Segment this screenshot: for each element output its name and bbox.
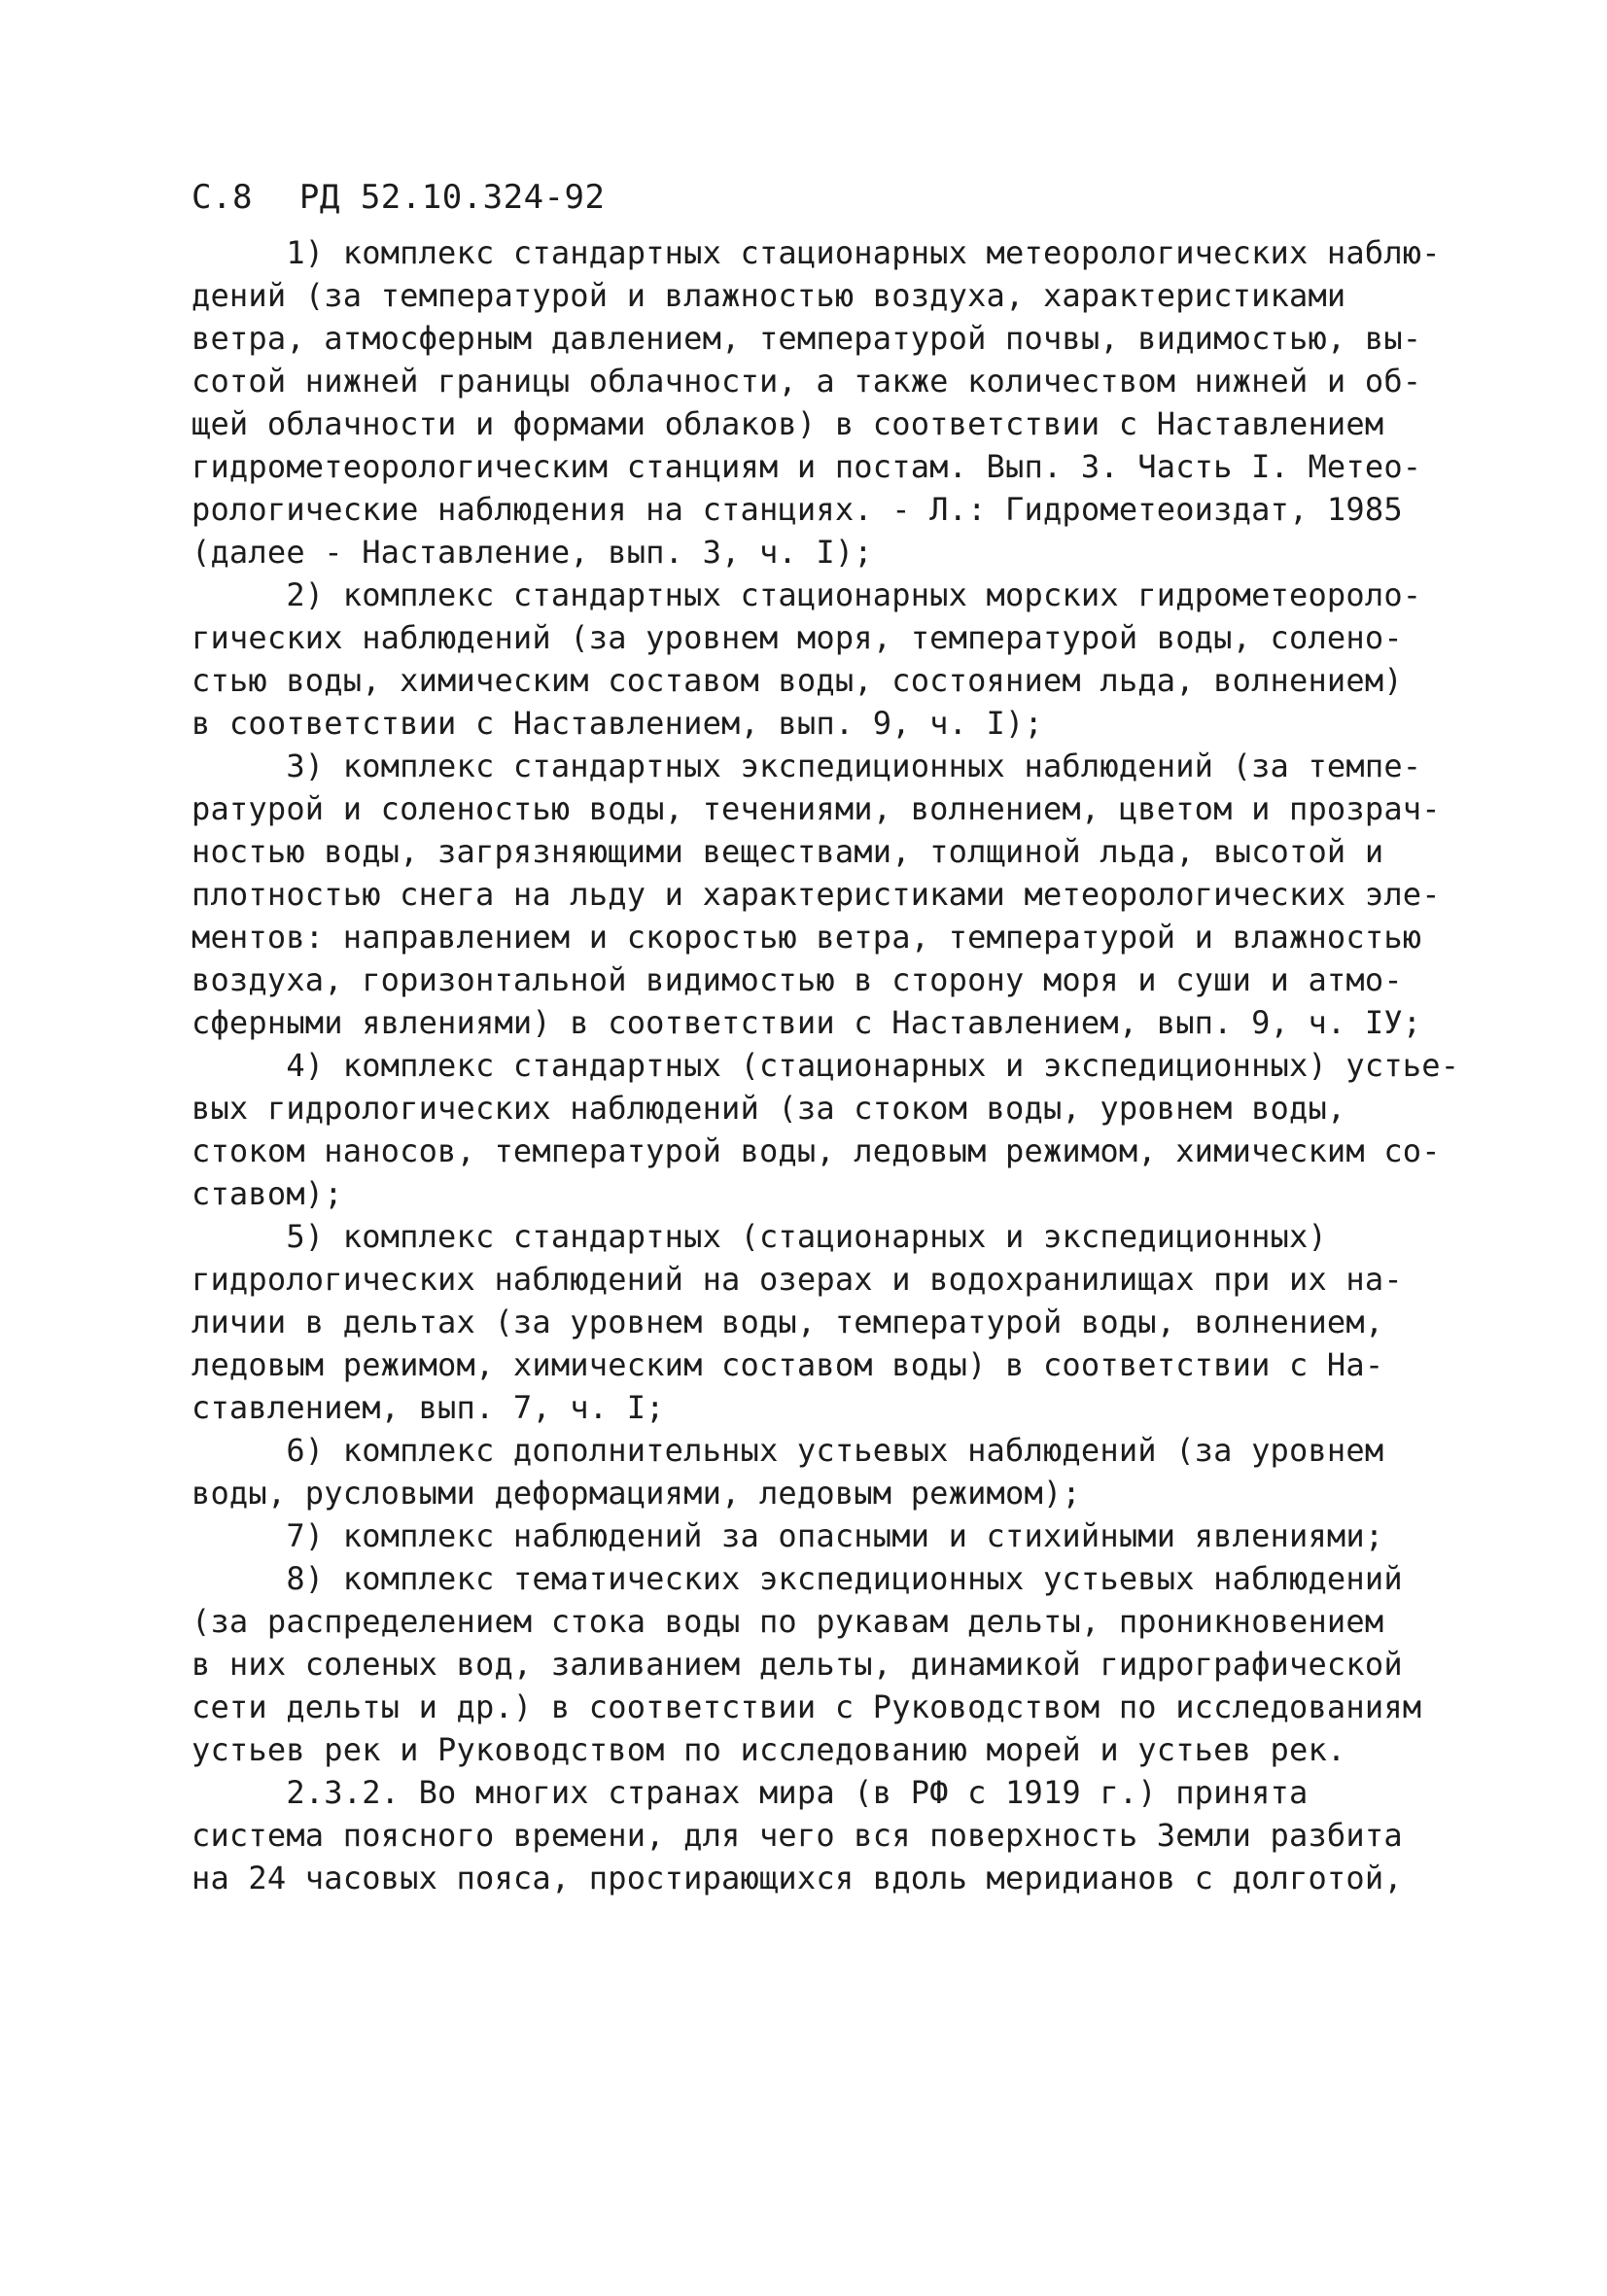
page-number: С.8 — [192, 178, 253, 217]
page-header — [192, 175, 605, 220]
text-line: дений (за температурой и влажностью воздуха, характеристиками — [192, 277, 1346, 314]
text-line: ветра, атмосферным давлением, температурой почвы, видимостью, вы- — [192, 320, 1422, 357]
text-line: на 24 часовых пояса, простирающихся вдоль меридианов с долготой, — [192, 1860, 1403, 1896]
document-code: РД 52.10.324-92 — [298, 178, 606, 217]
text-line: ностью воды, загрязняющими веществами, толщиной льда, высотой и — [192, 833, 1384, 870]
text-line: сети дельты и др.) в соответствии с Руководством по исследованиям — [192, 1688, 1422, 1725]
text-line: воздуха, горизонтальной видимостью в сторону моря и суши и атмо- — [192, 961, 1403, 998]
text-line: сферными явлениями) в соответствии с Наставлением, вып. 9, ч. IУ; — [192, 1004, 1422, 1041]
text-line: щей облачности и формами облаков) в соответствии с Наставлением — [192, 405, 1384, 442]
text-line: стью воды, химическим составом воды, состоянием льда, волнением) — [192, 662, 1403, 699]
text-line: 1) комплекс стандартных стационарных метеорологических наблю- — [192, 234, 1441, 271]
text-line: 3) комплекс стандартных экспедиционных наблюдений (за темпе- — [192, 748, 1422, 784]
text-line: система поясного времени, для чего вся поверхность Земли разбита — [192, 1817, 1403, 1854]
text-line: 2.3.2. Во многих странах мира (в РФ с 1919 г.) принята — [192, 1774, 1309, 1811]
text-line: (за распределением стока воды по рукавам дельты, проникновением — [192, 1603, 1384, 1640]
text-line: 8) комплекс тематических экспедиционных устьевых наблюдений — [192, 1560, 1403, 1597]
text-line: ратурой и соленостью воды, течениями, волнением, цветом и прозрач- — [192, 790, 1441, 827]
text-line: ледовым режимом, химическим составом воды) в соответствии с На- — [192, 1346, 1384, 1383]
text-line: 6) комплекс дополнительных устьевых наблюдений (за уровнем — [192, 1432, 1384, 1469]
text-line: личии в дельтах (за уровнем воды, температурой воды, волнением, — [192, 1304, 1384, 1340]
text-line: плотностью снега на льду и характеристиками метеорологических эле- — [192, 876, 1441, 913]
text-line: ставом); — [192, 1175, 343, 1212]
text-line: в соответствии с Наставлением, вып. 9, ч. I); — [192, 705, 1043, 742]
text-line: ставлением, вып. 7, ч. I; — [192, 1389, 665, 1426]
text-line: гидрологических наблюдений на озерах и водохранилищах при их на- — [192, 1261, 1403, 1298]
text-line: 2) комплекс стандартных стационарных морских гидрометеороло- — [192, 576, 1422, 613]
text-line: гических наблюдений (за уровнем моря, температурой воды, солено- — [192, 619, 1403, 656]
text-line: вых гидрологических наблюдений (за стоком воды, уровнем воды, — [192, 1090, 1346, 1127]
text-line: рологические наблюдения на станциях. - Л.: Гидрометеоиздат, 1985 — [192, 491, 1403, 528]
text-line: сотой нижней границы облачности, а также количеством нижней и об- — [192, 363, 1422, 400]
text-line: 7) комплекс наблюдений за опасными и стихийными явлениями; — [192, 1517, 1384, 1554]
text-line: устьев рек и Руководством по исследованию морей и устьев рек. — [192, 1731, 1346, 1768]
text-line: гидрометеорологическим станциям и постам. Вып. 3. Часть I. Метео- — [192, 448, 1422, 485]
text-line: в них соленых вод, заливанием дельты, динамикой гидрографической — [192, 1646, 1403, 1683]
text-line: ментов: направлением и скоростью ветра, температурой и влажностью — [192, 919, 1422, 956]
text-line: 4) комплекс стандартных (стационарных и экспедиционных) устье- — [192, 1047, 1460, 1084]
text-line: стоком наносов, температурой воды, ледовым режимом, химическим со- — [192, 1132, 1441, 1169]
text-line: воды, русловыми деформациями, ледовым режимом); — [192, 1475, 1081, 1512]
text-line: (далее - Наставление, вып. 3, ч. I); — [192, 534, 873, 571]
text-line: 5) комплекс стандартных (стационарных и экспедиционных) — [192, 1218, 1327, 1255]
